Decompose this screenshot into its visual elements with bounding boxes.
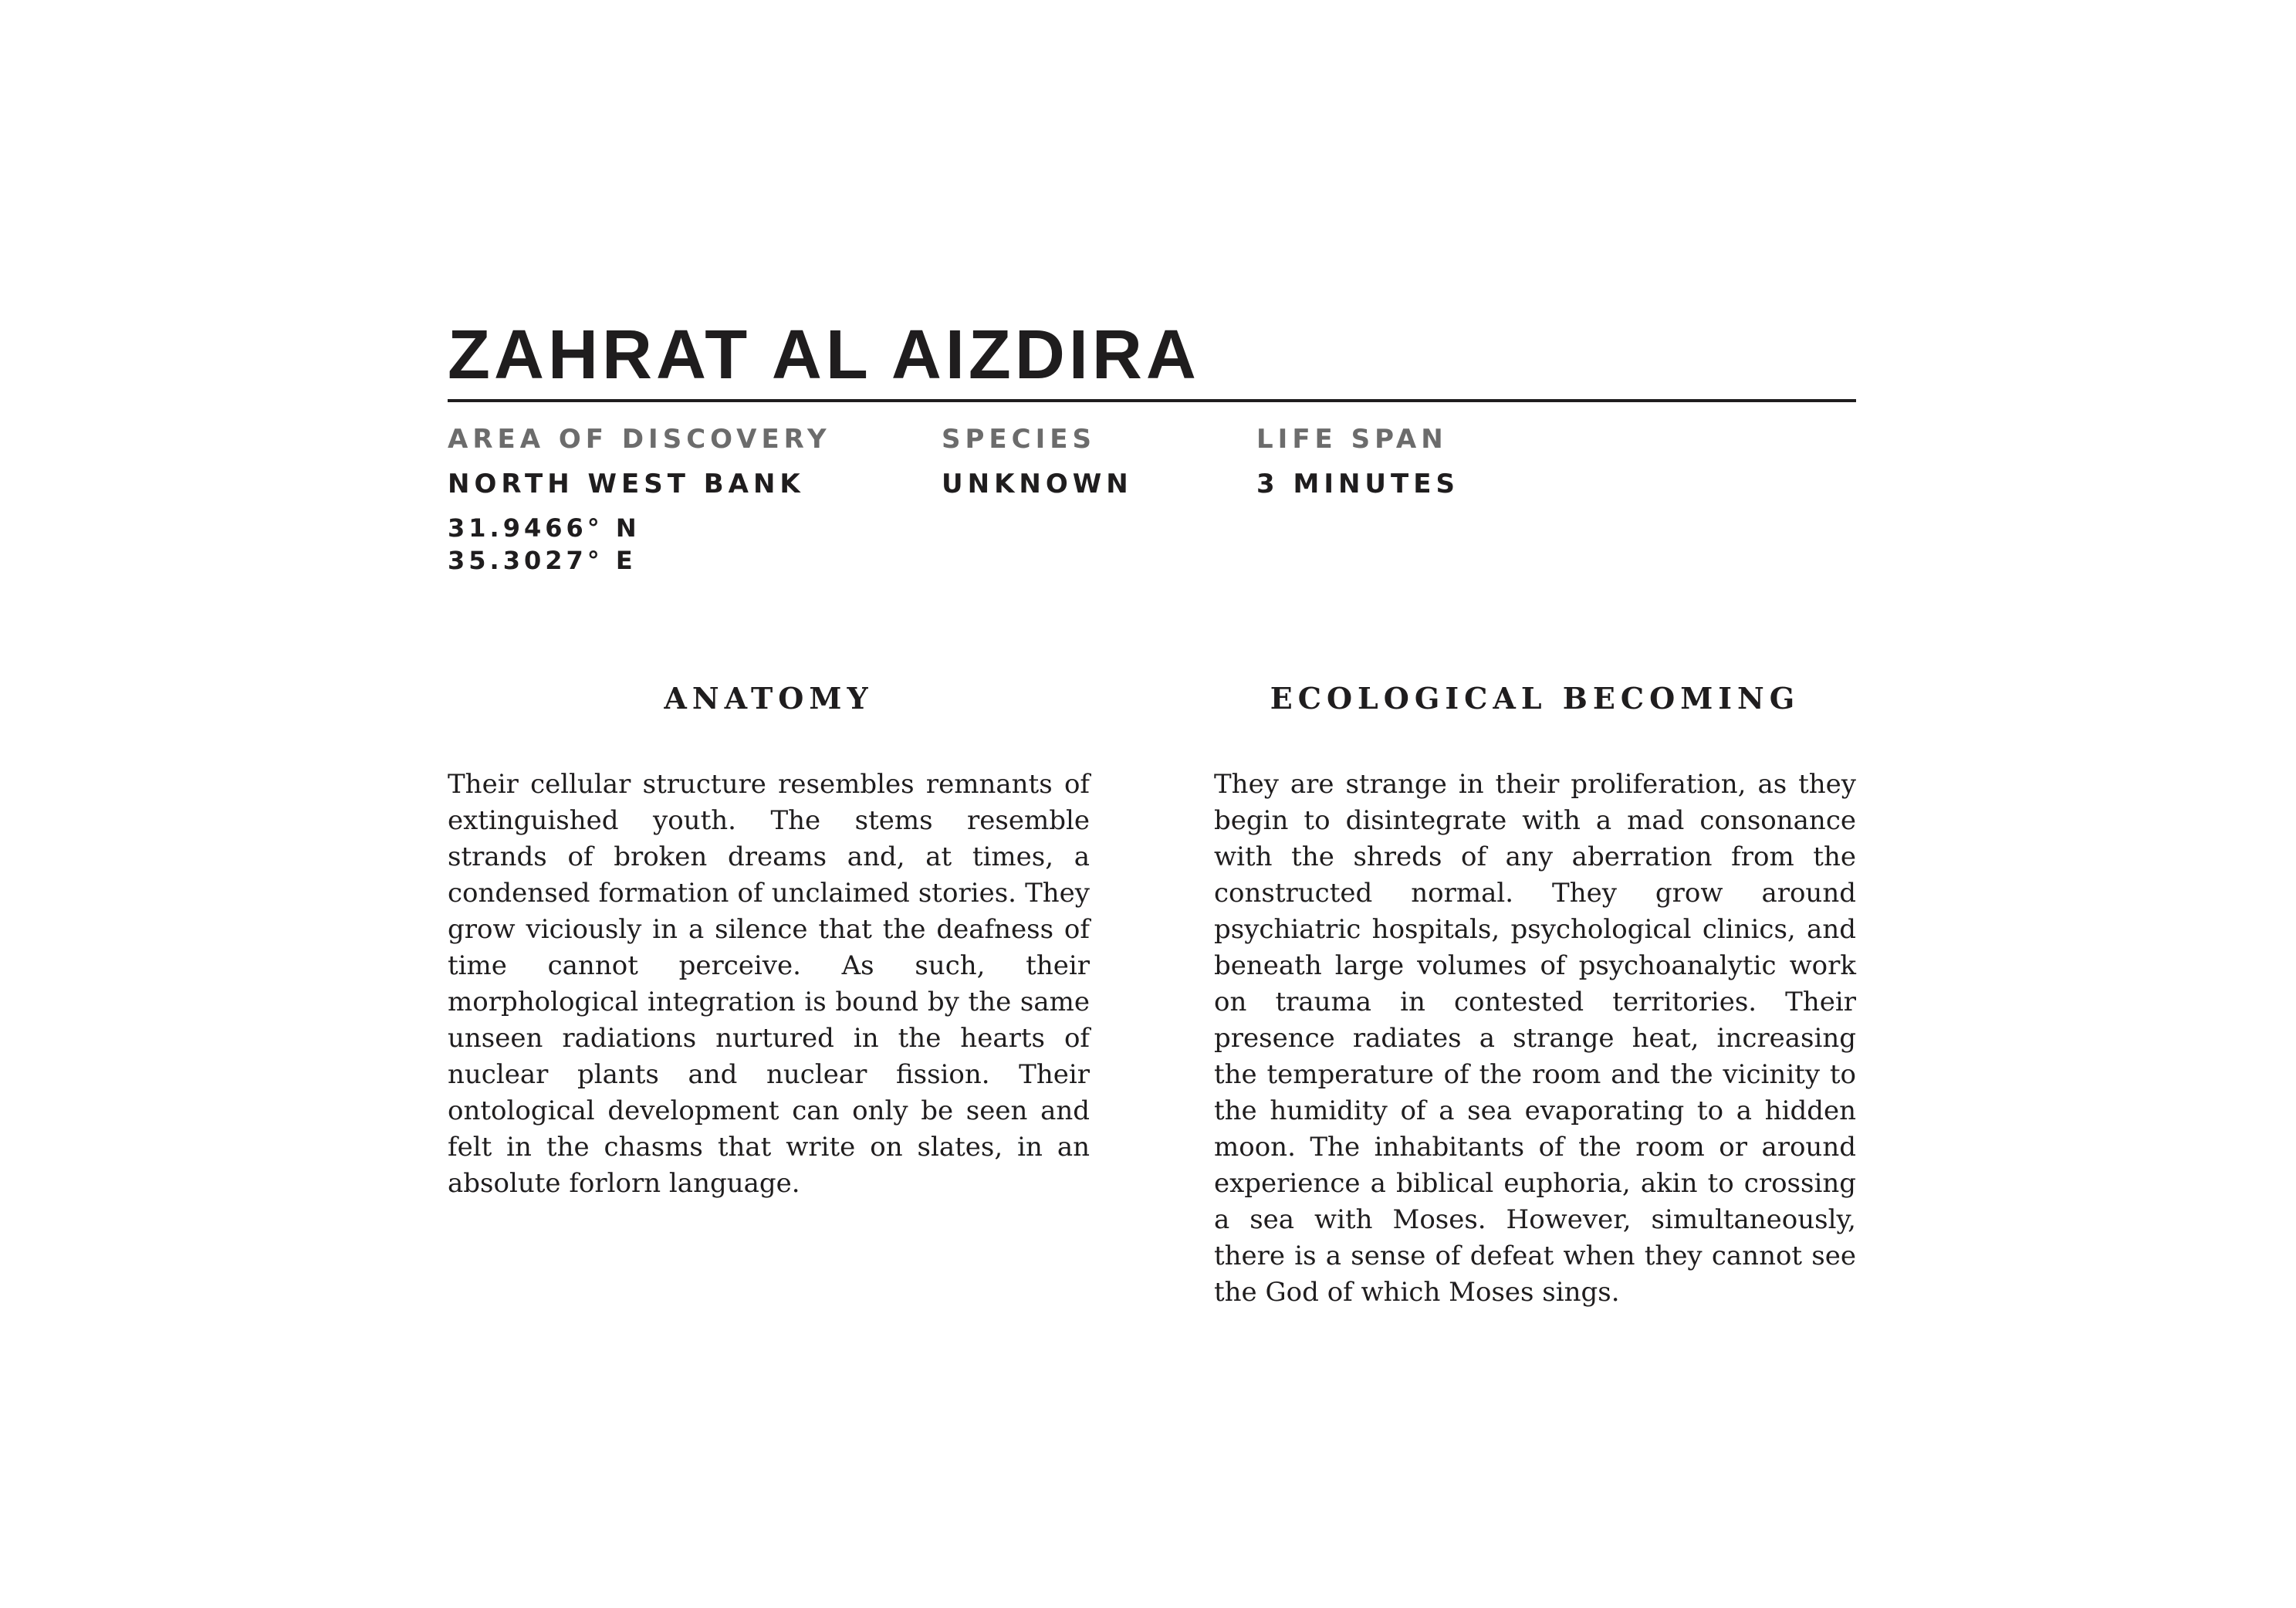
anatomy-section bbox=[448, 682, 1090, 1202]
life-span-label: LIFE SPAN bbox=[1256, 424, 1448, 455]
ecological-becoming-heading: ECOLOGICAL BECOMING bbox=[1270, 681, 1801, 716]
area-label: AREA OF DISCOVERY bbox=[448, 424, 831, 455]
species-block bbox=[942, 424, 1133, 499]
ecological-becoming-text: They are strange in their proliferation, as they begin to disintegrate with a mad consonance with the shreds of any aberration from the constructed normal. They grow around psychiatric hospitals, psychological clinics, and beneath large volumes of psychoanalytic work on trauma in contested territories. Their presence radiates a strange heat, increasing the temperature of the room and the vicinity to the humidity of a sea evaporating to a hidden moon. The inhabitants of the room or around experience a biblical euphoria, akin to crossing a sea with Moses. However, simultaneously, there is a sense of defeat when they cannot see the God of which Moses sings. bbox=[1214, 769, 1856, 1308]
latitude: 31.9466° N bbox=[448, 513, 641, 543]
life-span-block bbox=[1256, 424, 1459, 499]
species-label: SPECIES bbox=[942, 424, 1096, 455]
coordinates bbox=[448, 512, 831, 577]
area-value: NORTH WEST BANK bbox=[448, 469, 805, 499]
title-divider bbox=[448, 399, 1856, 402]
life-span-value: 3 MINUTES bbox=[1256, 469, 1459, 499]
anatomy-text: Their cellular structure resembles remnants of extinguished youth. The stems resemble strands of broken dreams and, at times, a condensed formation of unclaimed stories. They grow viciously in a silence that the deafness of time cannot perceive. As such, their morphological integration is bound by the same unseen radiations nurtured in the hearts of nuclear plants and nuclear fission. Their ontological development can only be seen and felt in the chasms that write on slates, in an absolute forlorn language. bbox=[448, 769, 1090, 1199]
longitude: 35.3027° E bbox=[448, 546, 637, 575]
anatomy-heading: ANATOMY bbox=[664, 681, 874, 716]
specimen-metadata bbox=[448, 424, 1856, 601]
species-value: UNKNOWN bbox=[942, 469, 1133, 499]
area-of-discovery-block bbox=[448, 424, 831, 577]
specimen-card bbox=[448, 317, 1856, 1315]
description-sections bbox=[448, 682, 1856, 1315]
ecological-becoming-section bbox=[1214, 682, 1856, 1311]
specimen-title: ZAHRAT AL AIZDIRA bbox=[448, 317, 1200, 394]
